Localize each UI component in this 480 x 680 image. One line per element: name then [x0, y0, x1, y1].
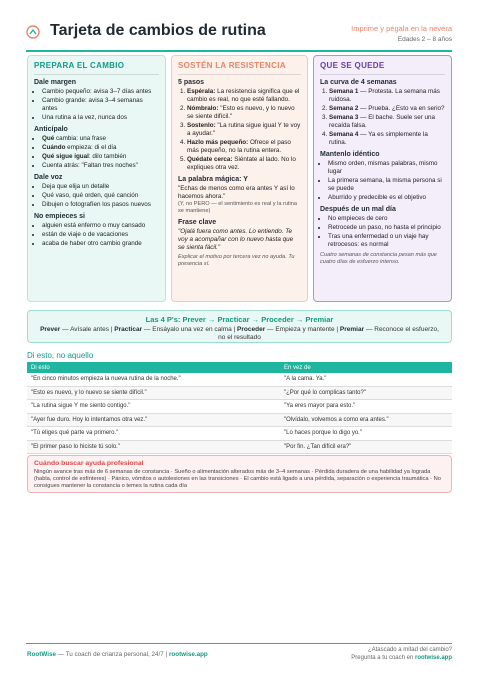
professional-help-box [27, 455, 452, 493]
prepare-column [27, 55, 166, 302]
print-tagline: Imprime y pégala en la nevera [351, 24, 452, 33]
table-row [27, 400, 452, 414]
section-title: 5 pasos [178, 79, 205, 86]
stick-heading: QUE SE QUEDE [320, 62, 445, 75]
table-cell: "Olvídalo, volvemos a como era antes." [280, 413, 452, 427]
anticipate-list [34, 135, 159, 170]
table-cell: "En cinco minutos empieza la nueva rutina de la noche." [27, 373, 280, 386]
table-row [27, 413, 452, 427]
four-ps-box [27, 310, 452, 343]
logo-icon [26, 25, 40, 39]
table-row [27, 427, 452, 441]
list-item: • Qué sigue igual: dilo también [42, 153, 159, 161]
section-title: La palabra mágica: Y [178, 176, 248, 183]
list-item: 1. Espérala: La resistencia significa que el cambio es real, no que esté fallando. [187, 88, 301, 104]
table-cell: "Tú eliges qué parte va primero." [27, 427, 280, 441]
list-item: 1. Semana 1 — Protesta. La semana más ruidosa. [329, 88, 445, 104]
age-range: Edades 2 – 8 años [397, 36, 452, 43]
list-item: 2. Nómbralo: "Esto es nuevo, y lo nuevo se siente difícil." [187, 105, 301, 121]
list-item: • acaba de haber otro cambio grande [42, 240, 159, 248]
section-title: Anticípalo [34, 126, 68, 133]
list-item: • Qué cambia: una frase [42, 135, 159, 143]
table-cell: "La rutina sigue Y me siento contigo." [27, 400, 280, 414]
magic-word-note: (Y, no PERO — el sentimiento es real y la rutina se mantiene) [178, 201, 297, 214]
footer-divider [26, 643, 452, 644]
table-cell: "Por fin. ¿Tan difícil era?" [280, 440, 452, 454]
header [26, 22, 452, 52]
header-tags [351, 24, 452, 43]
table-cell: "Esto es nuevo, y lo nuevo se siente difícil." [27, 386, 280, 400]
key-phrase: "Ojalá fuera como antes. Lo entiendo. Te voy a acompañar con lo nuevo hasta que se sienta fácil." [178, 228, 294, 251]
footer-cta-link[interactable]: rootwise.app [414, 655, 452, 661]
section-title: Dale voz [34, 174, 63, 181]
footer-tagline: — Tu coach de crianza personal, 24/7 | [55, 651, 169, 658]
dont-start-list [34, 222, 159, 248]
table-cell: "Ayer fue duro. Hoy lo intentamos otra vez." [27, 413, 280, 427]
list-item: • Una rutina a la vez, nunca dos [42, 114, 159, 122]
brand-name: RootWise [27, 651, 56, 658]
list-item: 5. Quédate cerca: Siéntate al lado. No lo expliques otra vez. [187, 156, 301, 172]
table-header-row [27, 362, 452, 373]
section-title: Mantenlo idéntico [320, 151, 380, 158]
section-title: No empieces si [34, 213, 85, 220]
list-item: • Cambio pequeño: avisa 3–7 días antes [42, 88, 159, 96]
column-header: Di esto [27, 362, 280, 373]
footer-right [351, 646, 452, 662]
resistance-column [171, 55, 308, 302]
table-row [27, 373, 452, 386]
list-item: • Cuándo empieza: di el día [42, 144, 159, 152]
table-row [27, 386, 452, 400]
list-item: 4. Hazlo más pequeño: Ofrece el paso más pequeño, no la rutina entera. [187, 139, 301, 155]
stick-column [313, 55, 452, 302]
voice-list [34, 183, 159, 209]
footer-left [27, 651, 208, 658]
steps-list [178, 88, 301, 172]
list-item: • Mismo orden, mismas palabras, mismo lugar [328, 160, 445, 176]
say-this-table [27, 362, 452, 454]
footer-cta: Pregunta a tu coach en rootwise.app [351, 655, 452, 661]
section-title: Dale margen [34, 79, 77, 86]
resistance-heading: SOSTÉN LA RESISTENCIA [178, 62, 301, 75]
section-title: Frase clave [178, 219, 217, 226]
table-row [27, 440, 452, 454]
list-item: 4. Semana 4 — Ya es simplemente la rutina. [329, 131, 445, 147]
key-note: Explicar el motivo por tercera vez no ayuda. Tu presencia sí. [178, 254, 295, 267]
list-item: • La primera semana, la misma persona si se puede [328, 177, 445, 193]
list-item: • están de viaje o de vacaciones [42, 231, 159, 239]
column-header: En vez de [280, 362, 452, 373]
list-item: • Cuenta atrás: "Faltan tres noches" [42, 162, 159, 170]
list-item: • Cambio grande: avisa 3–4 semanas antes [42, 97, 159, 113]
list-item: • Qué vaso, qué orden, qué canción [42, 192, 159, 200]
list-item: • Tras una enfermedad o un viaje hay retrocesos: es normal [328, 233, 445, 249]
four-ps-description: Prever — Avísale antes | Practicar — Ensáyalo una vez en calma | Proceder — Empieza y mantente | Premiar — Reconoce el esfuerzo, no el resultado [40, 326, 439, 341]
table-cell: "El primer paso lo hiciste tú solo." [27, 440, 280, 454]
list-item: • Dibujen o fotografíen los pasos nuevos [42, 201, 159, 209]
list-item: 3. Semana 3 — El bache. Suele ser una recaída falsa. [329, 114, 445, 130]
list-item: • alguien está enfermo o muy cansado [42, 222, 159, 230]
margin-list [34, 88, 159, 122]
magic-word-text: "Echas de menos como era antes Y así lo hacemos ahora." [178, 185, 295, 200]
table-cell: "¿Por qué lo complicas tanto?" [280, 386, 452, 400]
page-title: Tarjeta de cambios de rutina [50, 22, 266, 39]
footer-link[interactable]: rootwise.app [168, 651, 208, 658]
section-title: Después de un mal día [320, 206, 396, 213]
list-item: 2. Semana 2 — Prueba. ¿Esto va en serio? [329, 105, 445, 113]
identical-list [320, 160, 445, 202]
help-text: Ningún avance tras más de 6 semanas de constancia · Sueño o alimentación alterados más de 3–4 semanas · Pérdida duradera de una habilidad ya lograda (habla, control de esfínteres) · Pánico, vómitos o autolesiones en las transiciones · El cambio está ligado a una pérdida, separación o experiencia traumática · No consigues mantener la constancia o temes la rutina cada día [34, 469, 441, 490]
list-item: 3. Sostenlo: "La rutina sigue igual Y te voy a ayudar." [187, 122, 301, 138]
section-title: La curva de 4 semanas [320, 79, 397, 86]
help-title: Cuándo buscar ayuda profesional [34, 460, 144, 467]
list-item: • Retrocede un paso, no hasta el principio [328, 224, 445, 232]
header-divider [26, 50, 452, 52]
table-cell: "Lo haces porque lo digo yo." [280, 427, 452, 441]
list-item: • Aburrido y predecible es el objetivo [328, 194, 445, 202]
consistency-note: Cuatro semanas de constancia pesan más que cuatro días de esfuerzo intenso. [320, 252, 437, 265]
weeks-list [320, 88, 445, 147]
footer-question: ¿Atascado a mitad del cambio? [367, 647, 452, 653]
four-ps-title: Las 4 P's: Prever → Practicar → Proceder → Premiar [145, 315, 334, 324]
list-item: • Deja que elija un detalle [42, 183, 159, 191]
table-cell: "A la cama. Ya." [280, 373, 452, 386]
say-this-title: Di esto, no aquello [27, 351, 94, 360]
list-item: • No empieces de cero [328, 215, 445, 223]
prepare-heading: PREPARA EL CAMBIO [34, 62, 159, 75]
table-cell: "Ya eres mayor para esto." [280, 400, 452, 414]
bad-day-list [320, 215, 445, 249]
